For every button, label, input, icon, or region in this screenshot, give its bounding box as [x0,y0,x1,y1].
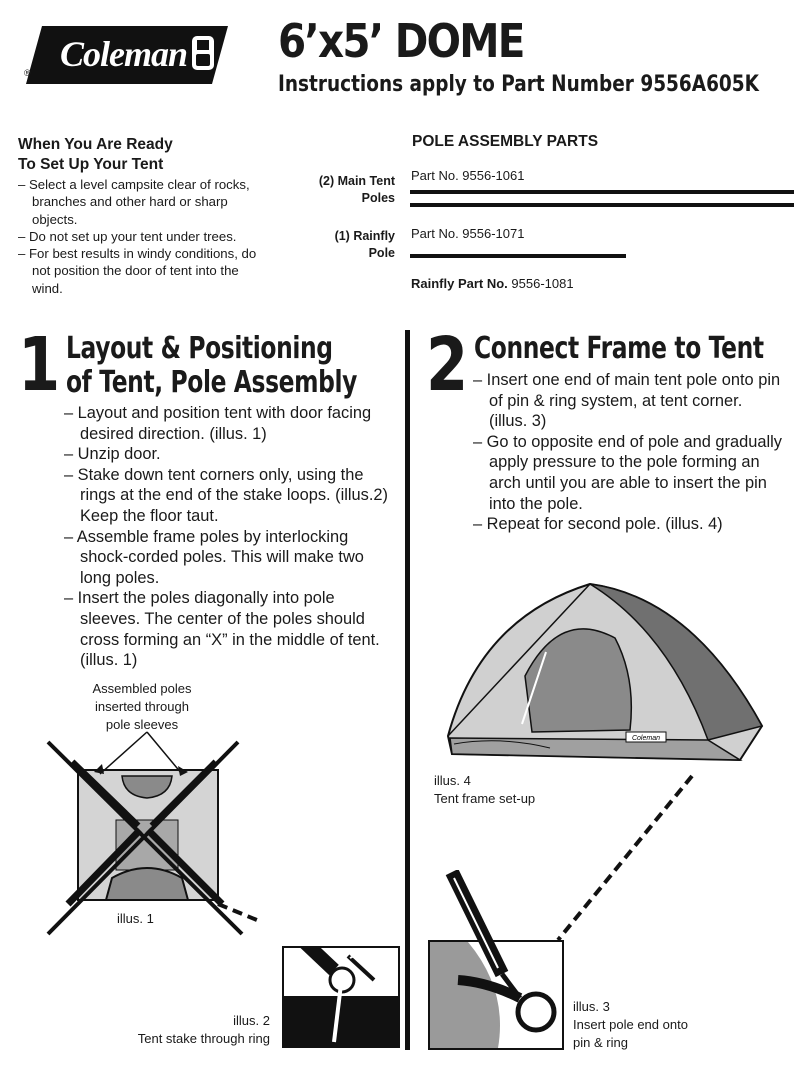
step-1-title-line1: Layout & Positioning [66,331,333,366]
illus-3-pole-pin-ring [428,870,564,1050]
page-title: 6’x5’ DOME [278,14,524,68]
illus-3-caption-line2: pin & ring [573,1035,628,1050]
rainfly-part-number: 9556-1081 [511,276,574,291]
main-pole-graphic [410,203,794,207]
callout-line3: pole sleeves [105,717,179,732]
pole-sleeve-callout [80,680,204,734]
column-divider [405,330,410,1050]
list-item: – Select a level campsite clear of rocks, branches and other hard or sharp objects. [18,177,250,227]
setup-heading [18,135,173,175]
registered-mark: ® [24,68,31,78]
rainfly-pole-label-line2: Pole [368,246,395,260]
list-item: – Assemble frame poles by interlocking shock-corded poles. This will make two long poles. [64,527,364,587]
step-1-title [66,332,357,400]
list-item: – Go to opposite end of pole and gradually apply pressure to the pole forming an arch until you are able to insert the pin into the pole. [473,432,782,513]
rainfly-pole-label-line1: (1) Rainfly [334,229,395,243]
step-2-list [473,370,783,535]
illus-2-caption: Tent stake through ring [137,1031,270,1046]
parts-heading: POLE ASSEMBLY PARTS [412,133,599,150]
list-item: – Insert one end of main tent pole onto pin of pin & ring system, at tent corner. (illus. 3) [473,371,781,431]
rainfly-part-label: Rainfly Part No. [411,276,508,291]
step-1-title-line2: of Tent, Pole Assembly [66,365,357,400]
illus-2-label: illus. 2 [233,1013,270,1028]
tent-logo-text: Coleman [631,735,661,742]
list-item: – Do not set up your tent under trees. [18,228,237,244]
list-item: – Stake down tent corners only, using the rings at the end of the stake loops. (illus.2) Keep the floor taut. [64,465,388,525]
list-item: – Unzip door. [64,445,161,464]
step-2-title: Connect Frame to Tent [474,331,764,366]
main-poles-part: Part No. 9556-1061 [411,168,525,183]
main-poles-label-line1: (2) Main Tent [318,174,395,188]
illus-4-label: illus. 4 [434,773,471,788]
callout-line2: inserted through [95,699,189,714]
step-1-number: 1 [18,322,61,408]
setup-heading-line1: When You Are Ready [18,136,173,153]
setup-list [18,176,268,297]
list-item: – Repeat for second pole. (illus. 4) [473,515,723,534]
illus-4-tent [440,578,770,768]
main-poles-label [305,173,395,207]
step-2-number: 2 [426,322,469,408]
main-poles-label-line2: Poles [361,191,395,205]
illus-connector [550,770,700,946]
illus-3-label: illus. 3 [573,999,610,1014]
illus-1-tent-layout [30,728,260,938]
illus-4-caption: Tent frame set-up [434,791,536,806]
callout-line1: Assembled poles [92,681,192,696]
main-pole-graphic [410,190,794,194]
illus-3-caption-line1: Insert pole end onto [573,1017,688,1032]
coleman-logo [22,22,232,88]
setup-heading-line2: To Set Up Your Tent [18,156,164,173]
list-item: – Layout and position tent with door facing desired direction. (illus. 1) [64,404,372,443]
list-item: – For best results in windy conditions, do not position the door of tent into the wind. [18,246,257,296]
page-subtitle: Instructions apply to Part Number 9556A605K [278,72,759,97]
logo-wordmark: Coleman [60,34,188,74]
rainfly-pole-graphic [410,254,626,258]
illus-1-label: illus. 1 [117,911,154,926]
rainfly-part [411,276,574,291]
rainfly-pole-label [305,228,395,262]
step-1-list [64,403,394,671]
rainfly-pole-part: Part No. 9556-1071 [411,226,525,241]
list-item: – Insert the poles diagonally into pole sleeves. The center of the poles should cross forming an “X” in the middle of tent. (illus. 1) [64,589,380,670]
illus-2-stake-ring [282,946,400,1048]
